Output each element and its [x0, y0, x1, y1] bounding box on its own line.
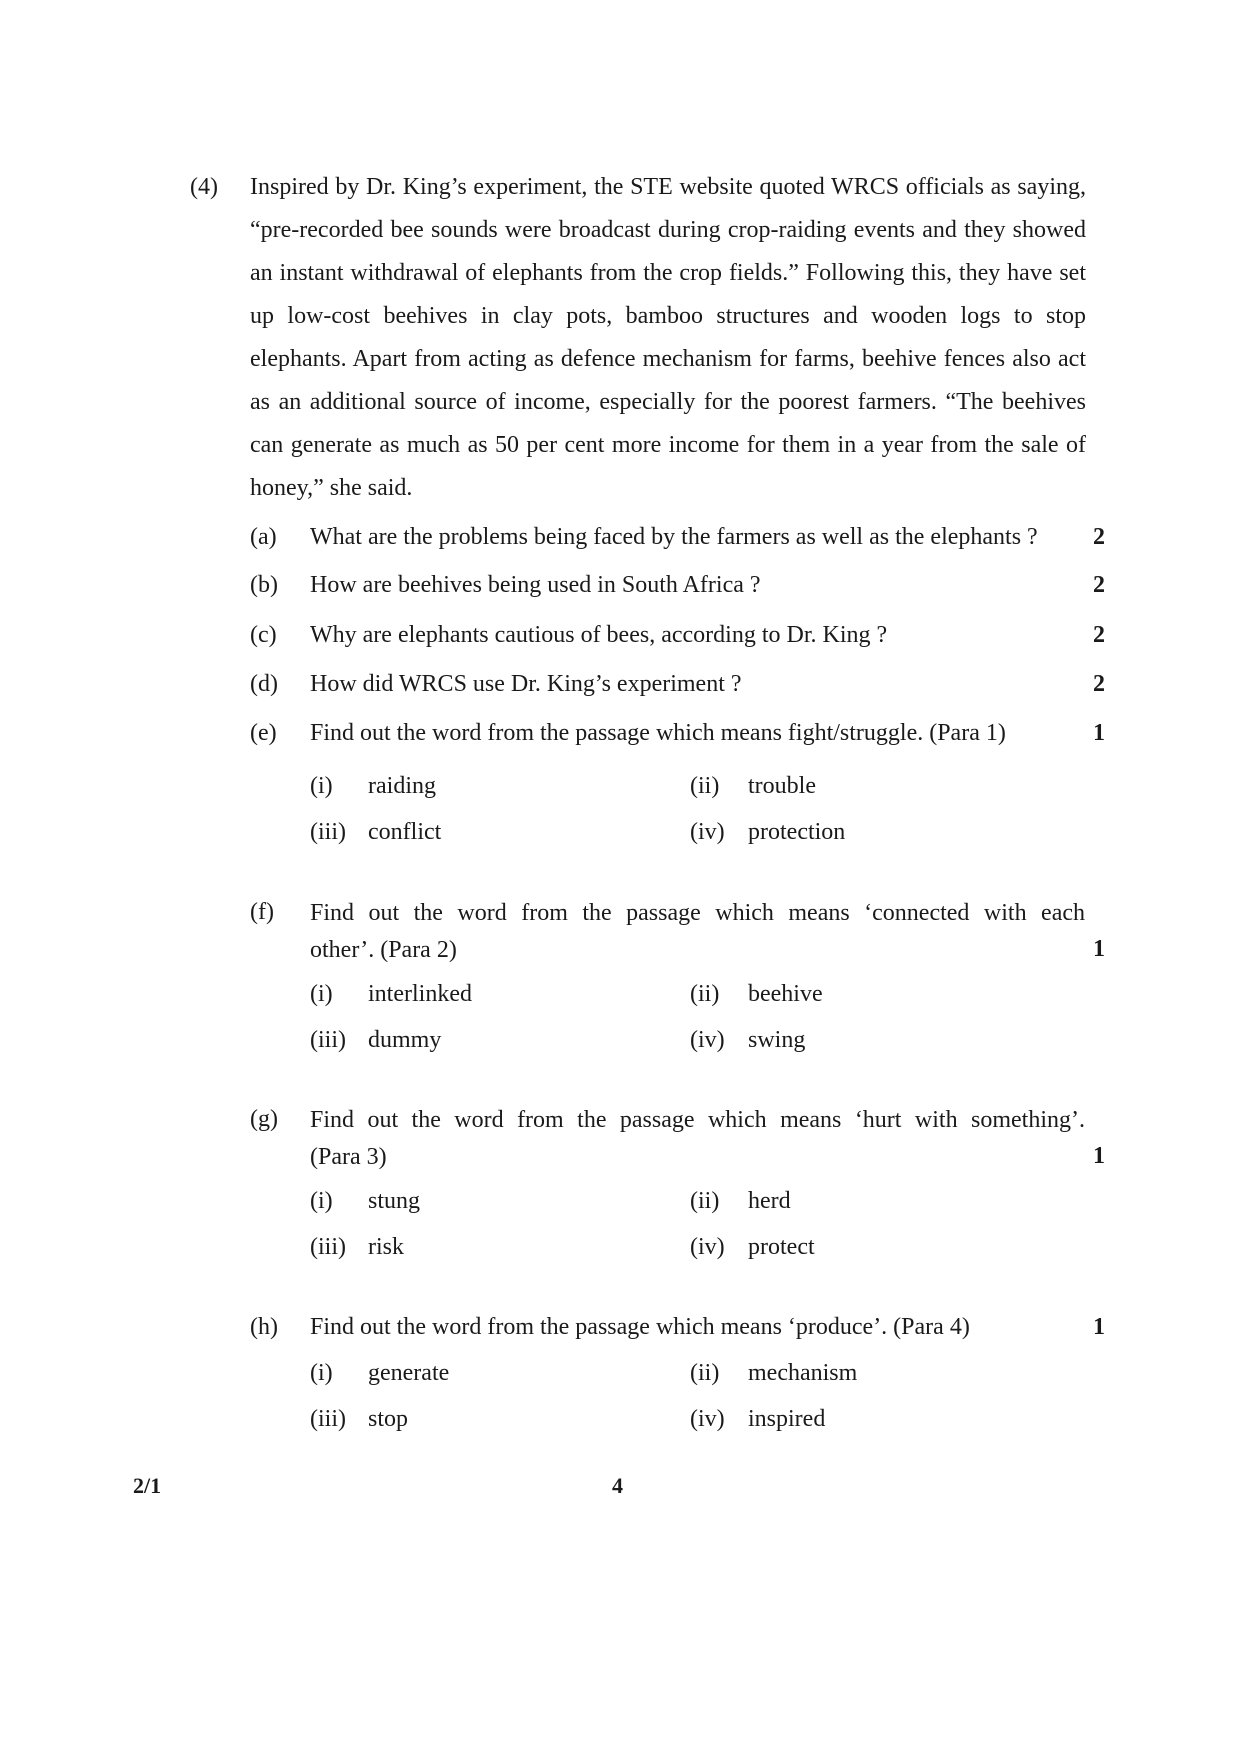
question-label: (h) [250, 1314, 278, 1340]
question-label: (f) [250, 899, 274, 925]
question-label: (e) [250, 720, 277, 746]
question-text: Why are elephants cautious of bees, according to Dr. King ? [310, 622, 888, 648]
option-number: (i) [310, 1188, 333, 1214]
option-text: beehive [748, 981, 823, 1007]
option-number: (ii) [690, 1360, 720, 1386]
option-text: protection [748, 819, 846, 845]
option-number: (iii) [310, 1027, 346, 1053]
option-number: (iv) [690, 1027, 725, 1053]
question-label: (d) [250, 671, 278, 697]
option-number: (iii) [310, 1234, 346, 1260]
page-number: 4 [612, 1473, 623, 1498]
option-number: (iii) [310, 819, 346, 845]
option-text: raiding [368, 773, 436, 799]
question-marks: 1 [1093, 1143, 1105, 1169]
option-number: (iii) [310, 1406, 346, 1432]
option-text: interlinked [368, 981, 472, 1007]
option-text: protect [748, 1234, 815, 1260]
question-marks: 2 [1093, 671, 1105, 697]
question-label: (b) [250, 572, 278, 598]
option-text: generate [368, 1360, 450, 1386]
question-label: (c) [250, 622, 277, 648]
question-marks: 1 [1093, 1314, 1105, 1340]
question-label: (a) [250, 524, 277, 550]
option-text: swing [748, 1027, 806, 1053]
option-text: dummy [368, 1027, 442, 1053]
question-marks: 2 [1093, 622, 1105, 648]
option-text: herd [748, 1188, 791, 1214]
question-text: How did WRCS use Dr. King’s experiment ? [310, 671, 742, 697]
option-text: trouble [748, 773, 816, 799]
option-number: (iv) [690, 1234, 725, 1260]
question-text: Find out the word from the passage which means fight/struggle. (Para 1) [310, 720, 1006, 746]
question-text: What are the problems being faced by the farmers as well as the elephants ? [310, 524, 1038, 550]
question-text-line1: Find out the word from the passage which means ‘hurt with something’. [310, 1107, 1085, 1133]
question-text: Find out the word from the passage which means ‘produce’. (Para 4) [310, 1314, 970, 1340]
question-text-line1: Find out the word from the passage which means ‘connected with each [310, 900, 1085, 926]
passage-text: Inspired by Dr. King’s experiment, the STE website quoted WRCS officials as saying, “pre-recorded bee sounds were broadcast during crop-raiding events and they showed an instant withdrawal of elephants from the crop fields.” Following this, they have set up low-cost beehives in clay pots, bamboo structures and wooden logs to stop elephants. Apart from acting as defence mechanism for farms, beehive fences also act as an additional source of income, especially for the poorest farmers. “The beehives can generate as much as 50 per cent more income for them in a year from the sale of honey,” she said. [250, 174, 1086, 501]
question-marks: 2 [1093, 572, 1105, 598]
option-number: (ii) [690, 981, 720, 1007]
option-text: stop [368, 1406, 409, 1432]
option-number: (i) [310, 981, 333, 1007]
option-number: (ii) [690, 773, 720, 799]
option-text: conflict [368, 819, 442, 845]
question-text: How are beehives being used in South Africa ? [310, 572, 761, 598]
option-number: (ii) [690, 1188, 720, 1214]
passage-number: (4) [190, 174, 218, 200]
option-number: (i) [310, 773, 333, 799]
option-text: mechanism [748, 1360, 858, 1386]
option-text: risk [368, 1234, 404, 1260]
option-text: inspired [748, 1406, 826, 1432]
option-number: (iv) [690, 819, 725, 845]
question-marks: 2 [1093, 524, 1105, 550]
question-label: (g) [250, 1106, 278, 1132]
option-number: (iv) [690, 1406, 725, 1432]
question-text-line2: other’. (Para 2) [310, 937, 457, 963]
question-marks: 1 [1093, 720, 1105, 746]
option-text: stung [368, 1188, 421, 1214]
option-number: (i) [310, 1360, 333, 1386]
paper-code: 2/1 [133, 1473, 162, 1498]
question-text-line2: (Para 3) [310, 1144, 387, 1170]
question-marks: 1 [1093, 936, 1105, 962]
